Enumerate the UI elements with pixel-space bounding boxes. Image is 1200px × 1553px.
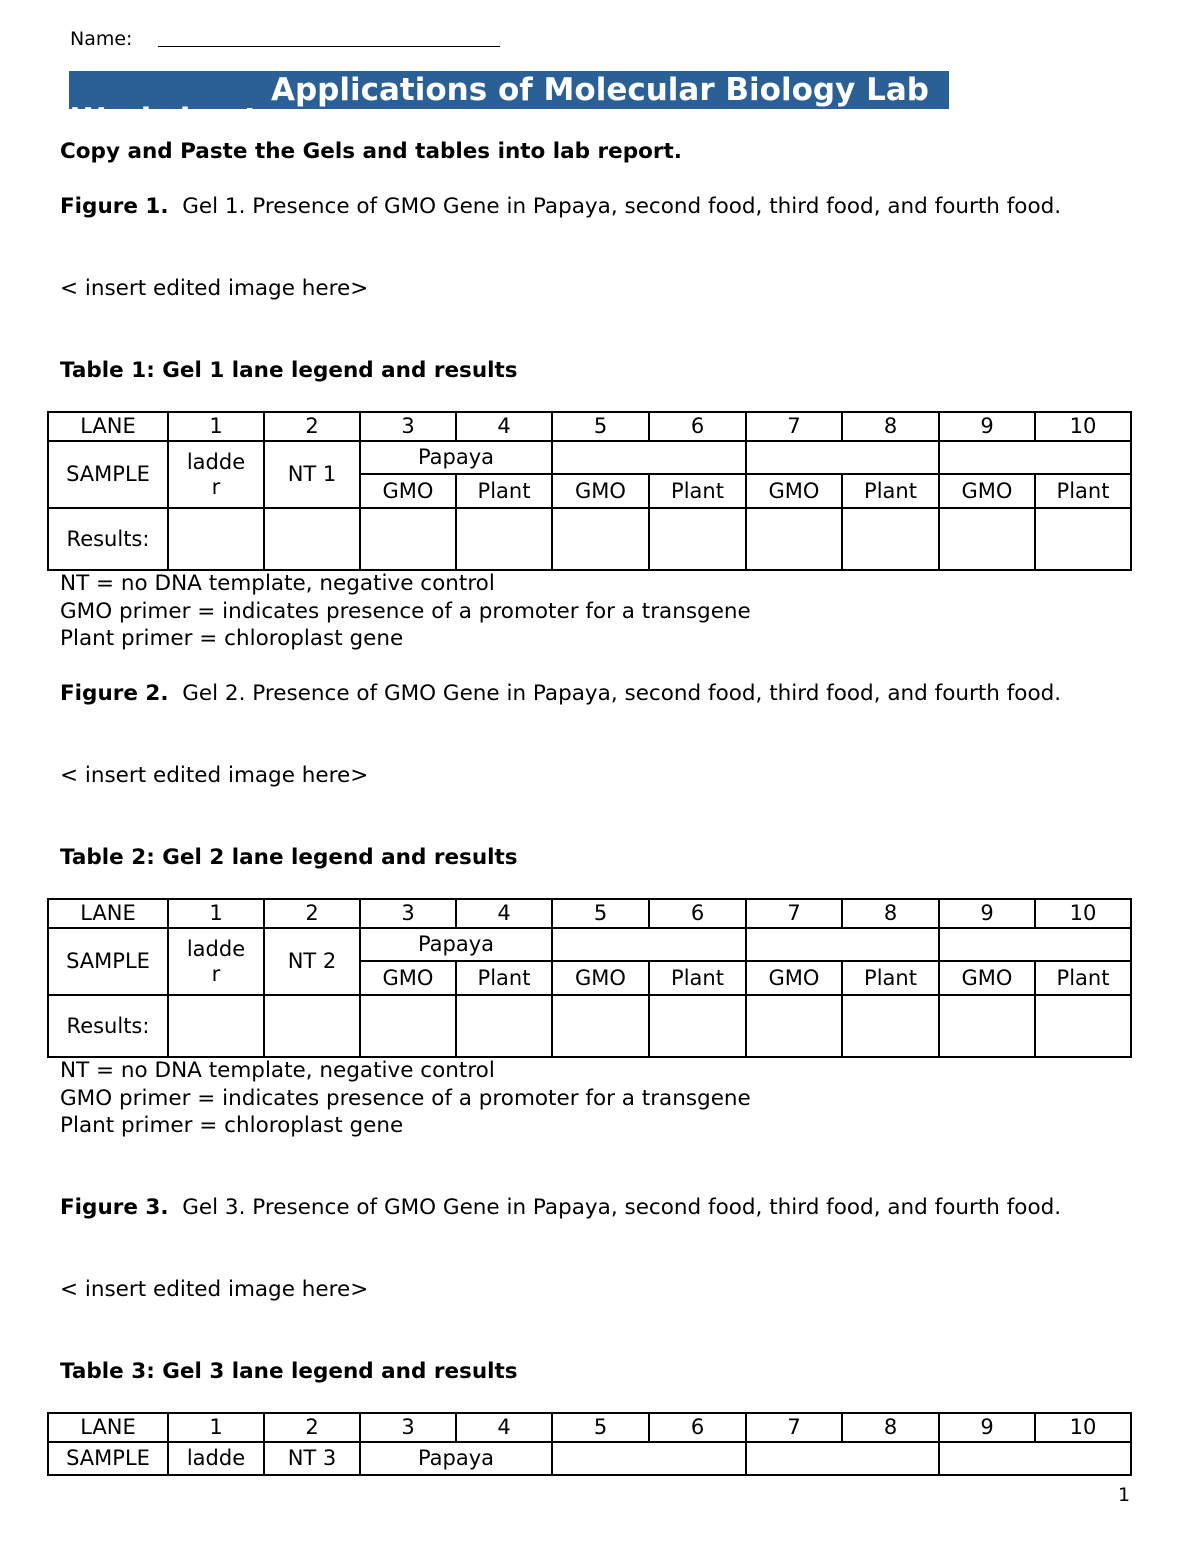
primer-label: Plant [842, 474, 939, 508]
figure-caption-text: Gel 1. Presence of GMO Gene in Papaya, second food, third food, and fourth food. [182, 194, 1062, 219]
nt-cell: NT 3 [264, 1442, 360, 1475]
lane-number: 7 [746, 1413, 842, 1442]
ladder-text: ladde [186, 936, 246, 961]
image-placeholder: < insert edited image here> [60, 763, 369, 788]
lane-number: 1 [168, 412, 264, 441]
food-label-empty[interactable] [746, 1442, 939, 1475]
result-cell[interactable] [842, 995, 939, 1057]
food-label: Papaya [360, 928, 552, 961]
result-cell[interactable] [842, 508, 939, 570]
ladder-cell: ladde [168, 1442, 264, 1475]
food-label-empty[interactable] [746, 441, 939, 474]
sample-label: SAMPLE [48, 441, 168, 508]
table-3-caption: Table 3: Gel 3 lane legend and results [60, 1359, 518, 1384]
sample-label: SAMPLE [48, 928, 168, 995]
lane-number: 10 [1035, 899, 1131, 928]
primer-label: GMO [552, 961, 649, 995]
lane-number: 5 [552, 1413, 649, 1442]
primer-label: GMO [939, 961, 1035, 995]
figure-caption-text: Gel 3. Presence of GMO Gene in Papaya, second food, third food, and fourth food. [182, 1195, 1062, 1220]
primer-label: GMO [746, 474, 842, 508]
lane-number: 6 [649, 412, 746, 441]
food-label: Papaya [360, 441, 552, 474]
figure-label: Figure 1. [60, 194, 169, 219]
lane-number: 10 [1035, 412, 1131, 441]
lane-number: 8 [842, 899, 939, 928]
legend-line: GMO primer = indicates presence of a promoter for a transgene [60, 1085, 751, 1111]
primer-label: Plant [456, 961, 552, 995]
lane-number: 7 [746, 899, 842, 928]
result-cell[interactable] [746, 995, 842, 1057]
food-label-empty[interactable] [939, 1442, 1131, 1475]
nt-cell: NT 2 [264, 928, 360, 995]
legend-line: GMO primer = indicates presence of a promoter for a transgene [60, 598, 751, 624]
results-label: Results: [48, 995, 168, 1057]
primer-label: GMO [360, 474, 456, 508]
result-cell[interactable] [360, 508, 456, 570]
lane-number: 1 [168, 899, 264, 928]
result-cell[interactable] [264, 995, 360, 1057]
lane-number: 9 [939, 899, 1035, 928]
nt-cell: NT 1 [264, 441, 360, 508]
legend-line: NT = no DNA template, negative control [60, 571, 495, 596]
results-label: Results: [48, 508, 168, 570]
image-placeholder: < insert edited image here> [60, 276, 369, 301]
primer-label: Plant [456, 474, 552, 508]
page-number: 1 [1118, 1484, 1131, 1506]
figure-label: Figure 3. [60, 1195, 169, 1220]
primer-label: Plant [1035, 474, 1131, 508]
result-cell[interactable] [456, 995, 552, 1057]
ladder-text: ladde [186, 449, 246, 474]
image-placeholder: < insert edited image here> [60, 1277, 369, 1302]
result-cell[interactable] [939, 508, 1035, 570]
result-cell[interactable] [1035, 995, 1131, 1057]
lane-number: 2 [264, 1413, 360, 1442]
result-cell[interactable] [456, 508, 552, 570]
primer-label: GMO [552, 474, 649, 508]
primer-label: GMO [746, 961, 842, 995]
lane-number: 2 [264, 412, 360, 441]
lane-number: 1 [168, 1413, 264, 1442]
result-cell[interactable] [1035, 508, 1131, 570]
lane-table-3 [47, 1412, 1132, 1476]
lane-number: 10 [1035, 1413, 1131, 1442]
figure-3-caption [60, 1194, 1140, 1221]
lane-header: LANE [48, 412, 168, 441]
food-label-empty[interactable] [552, 1442, 746, 1475]
ladder-text-wrap: r [211, 474, 221, 499]
food-label: Papaya [360, 1442, 552, 1475]
sample-label: SAMPLE [48, 1442, 168, 1475]
table-2-caption: Table 2: Gel 2 lane legend and results [60, 845, 518, 870]
lane-table-2 [47, 898, 1132, 1058]
lane-number: 4 [456, 899, 552, 928]
page-title: Applications of Molecular Biology Lab [271, 72, 929, 108]
figure-caption-text: Gel 2. Presence of GMO Gene in Papaya, second food, third food, and fourth food. [182, 681, 1062, 706]
lane-number: 7 [746, 412, 842, 441]
food-label-empty[interactable] [746, 928, 939, 961]
page-title-overflow: Worksheet [71, 102, 259, 138]
result-cell[interactable] [168, 995, 264, 1057]
lane-table-1 [47, 411, 1132, 571]
lane-number: 8 [842, 1413, 939, 1442]
food-label-empty[interactable] [939, 441, 1131, 474]
primer-label: Plant [649, 474, 746, 508]
result-cell[interactable] [264, 508, 360, 570]
food-label-empty[interactable] [552, 441, 746, 474]
lane-number: 9 [939, 412, 1035, 441]
legend-line: NT = no DNA template, negative control [60, 1058, 495, 1083]
primer-label: GMO [939, 474, 1035, 508]
figure-1-caption [60, 193, 1140, 220]
legend-line: Plant primer = chloroplast gene [60, 626, 404, 651]
legend-2 [60, 1057, 751, 1140]
lane-number: 3 [360, 899, 456, 928]
result-cell[interactable] [360, 995, 456, 1057]
result-cell[interactable] [552, 995, 649, 1057]
legend-1 [60, 570, 751, 653]
instruction-text: Copy and Paste the Gels and tables into lab report. [60, 139, 682, 164]
lane-number: 5 [552, 899, 649, 928]
lane-header: LANE [48, 1413, 168, 1442]
lane-number: 6 [649, 899, 746, 928]
figure-label: Figure 2. [60, 681, 169, 706]
name-field-line[interactable] [158, 46, 500, 47]
legend-line: Plant primer = chloroplast gene [60, 1113, 404, 1138]
lane-number: 6 [649, 1413, 746, 1442]
primer-label: Plant [649, 961, 746, 995]
result-cell[interactable] [939, 995, 1035, 1057]
name-label: Name: [70, 28, 133, 50]
title-banner [69, 71, 949, 138]
result-cell[interactable] [649, 995, 746, 1057]
figure-2-caption [60, 680, 1140, 707]
ladder-cell [168, 441, 264, 508]
ladder-text-wrap: r [211, 961, 221, 986]
lane-number: 4 [456, 1413, 552, 1442]
lane-number: 9 [939, 1413, 1035, 1442]
ladder-cell [168, 928, 264, 995]
food-label-empty[interactable] [552, 928, 746, 961]
lane-number: 8 [842, 412, 939, 441]
lane-number: 3 [360, 1413, 456, 1442]
food-label-empty[interactable] [939, 928, 1131, 961]
result-cell[interactable] [746, 508, 842, 570]
lane-number: 3 [360, 412, 456, 441]
result-cell[interactable] [168, 508, 264, 570]
primer-label: Plant [842, 961, 939, 995]
result-cell[interactable] [552, 508, 649, 570]
lane-number: 5 [552, 412, 649, 441]
lane-number: 4 [456, 412, 552, 441]
primer-label: Plant [1035, 961, 1131, 995]
table-1-caption: Table 1: Gel 1 lane legend and results [60, 358, 518, 383]
primer-label: GMO [360, 961, 456, 995]
result-cell[interactable] [649, 508, 746, 570]
lane-number: 2 [264, 899, 360, 928]
lane-header: LANE [48, 899, 168, 928]
